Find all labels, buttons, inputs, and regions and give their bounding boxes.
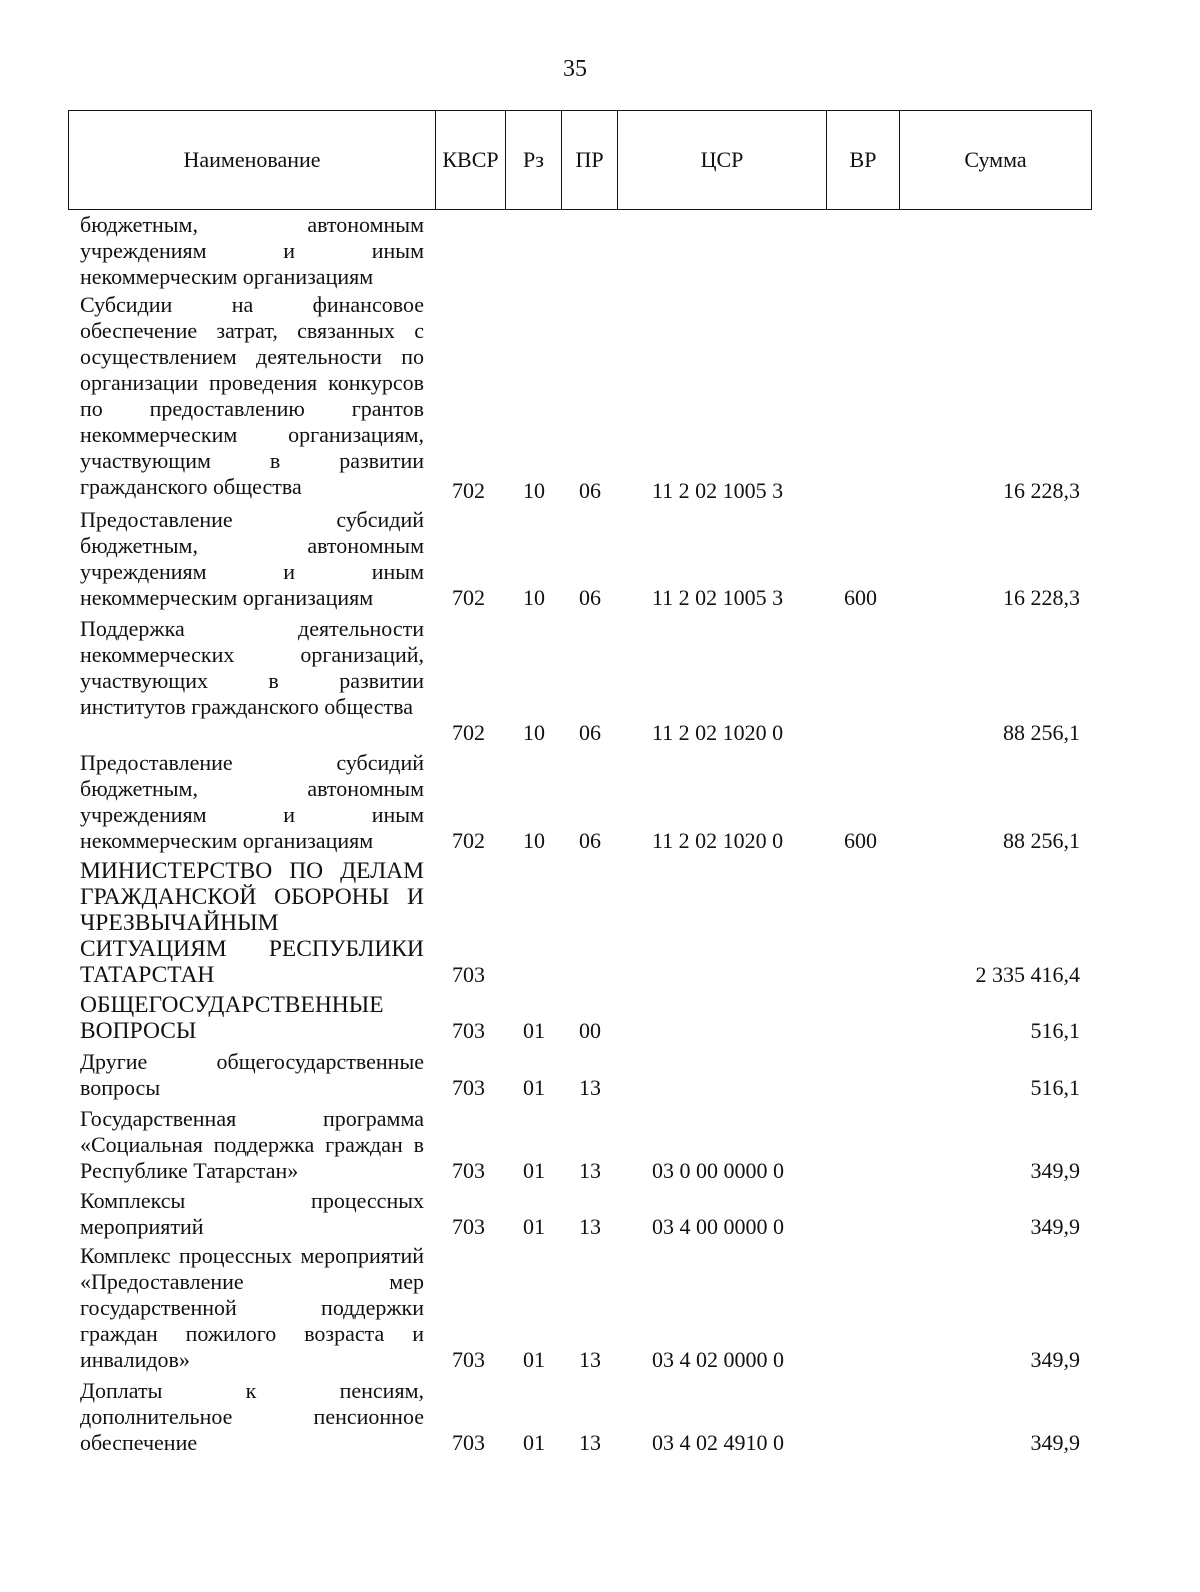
row-kvsr: 703	[452, 1214, 485, 1239]
row-name: Комплексы процессных мероприятий	[80, 1188, 424, 1239]
header-pr: ПР	[561, 111, 617, 209]
table-row	[0, 1049, 1200, 1101]
row-rz: 10	[523, 828, 545, 853]
row-name: Предоставление субсидий бюджетным, автономным учреждениям и иным некоммерческим организациям	[80, 507, 424, 610]
row-sum: 349,9	[1030, 1214, 1080, 1239]
row-csr: 11 2 02 1020 0	[652, 720, 784, 745]
row-csr: 03 0 00 0000 0	[652, 1158, 784, 1183]
row-pr: 13	[579, 1347, 601, 1372]
row-name: Субсидии на финансовое обеспечение затрат, связанных с осуществлением деятельности по организации проведения конкурсов по предоставлению грантов некоммерческим организациям, участвующим в развитии гражданского общества	[80, 292, 424, 499]
header-csr: ЦСР	[617, 111, 826, 209]
row-name: Комплекс процессных мероприятий «Предоставление мер государственной поддержки граждан пожилого возраста и инвалидов»	[80, 1243, 424, 1372]
row-name: Предоставление субсидий бюджетным, автономным учреждениям и иным некоммерческим организациям	[80, 750, 424, 853]
table-row	[0, 212, 1200, 290]
row-kvsr: 703	[452, 1347, 485, 1372]
page-number: 35	[563, 56, 587, 82]
header-sum: Сумма	[899, 111, 1091, 209]
row-csr: 03 4 02 4910 0	[652, 1430, 784, 1455]
row-kvsr: 702	[452, 585, 485, 610]
row-vr: 600	[844, 828, 877, 853]
row-rz: 10	[523, 585, 545, 610]
table-row	[0, 1106, 1200, 1184]
row-name: Поддержка деятельности некоммерческих организаций, участвующих в развитии институтов гражданского общества	[80, 616, 424, 719]
row-sum: 88 256,1	[1003, 720, 1080, 745]
row-kvsr: 702	[452, 828, 485, 853]
row-kvsr: 703	[452, 1430, 485, 1455]
table-row	[0, 1378, 1200, 1456]
table-header	[68, 110, 1092, 210]
table-row	[0, 292, 1200, 504]
row-name: Доплаты к пенсиям, дополнительное пенсионное обеспечение	[80, 1378, 424, 1455]
row-pr: 06	[579, 828, 601, 853]
table-row	[0, 1243, 1200, 1373]
row-rz: 01	[523, 1158, 545, 1183]
row-kvsr: 703	[452, 1018, 485, 1043]
row-sum: 516,1	[1030, 1018, 1080, 1043]
row-sum: 516,1	[1030, 1075, 1080, 1100]
row-kvsr: 703	[452, 1158, 485, 1183]
row-vr: 600	[844, 585, 877, 610]
row-name: Другие общегосударственные вопросы	[80, 1049, 424, 1100]
row-sum: 2 335 416,4	[975, 962, 1080, 987]
row-kvsr: 702	[452, 478, 485, 503]
header-name: Наименование	[183, 147, 321, 172]
row-rz: 10	[523, 478, 545, 503]
row-pr: 13	[579, 1158, 601, 1183]
row-sum: 349,9	[1030, 1158, 1080, 1183]
table-row	[0, 1188, 1200, 1240]
row-pr: 13	[579, 1075, 601, 1100]
row-sum: 349,9	[1030, 1347, 1080, 1372]
row-pr: 00	[579, 1018, 601, 1043]
table-row	[0, 750, 1200, 854]
row-csr: 11 2 02 1005 3	[652, 478, 784, 503]
row-csr: 11 2 02 1005 3	[652, 585, 784, 610]
row-sum: 88 256,1	[1003, 828, 1080, 853]
table-row	[0, 858, 1200, 988]
row-name: Государственная программа «Социальная поддержка граждан в Республике Татарстан»	[80, 1106, 424, 1183]
row-pr: 06	[579, 720, 601, 745]
row-csr: 11 2 02 1020 0	[652, 828, 784, 853]
row-sum: 349,9	[1030, 1430, 1080, 1455]
header-rz: Рз	[505, 111, 561, 209]
table-row	[0, 992, 1200, 1044]
row-rz: 01	[523, 1075, 545, 1100]
row-pr: 06	[579, 478, 601, 503]
table-row	[0, 507, 1200, 611]
row-rz: 01	[523, 1347, 545, 1372]
row-rz: 10	[523, 720, 545, 745]
row-kvsr: 703	[452, 1075, 485, 1100]
row-name: ОБЩЕГОСУДАРСТВЕННЫЕ ВОПРОСЫ	[80, 992, 384, 1044]
row-csr: 03 4 02 0000 0	[652, 1347, 784, 1372]
row-rz: 01	[523, 1430, 545, 1455]
row-kvsr: 703	[452, 962, 485, 987]
header-kvsr: КВСР	[435, 111, 505, 209]
row-rz: 01	[523, 1214, 545, 1239]
table-row	[0, 616, 1200, 746]
row-sum: 16 228,3	[1003, 478, 1080, 503]
row-name: бюджетным, автономным учреждениям и иным некоммерческим организациям	[80, 212, 424, 289]
row-csr: 03 4 00 0000 0	[652, 1214, 784, 1239]
row-pr: 06	[579, 585, 601, 610]
header-vr: ВР	[826, 111, 899, 209]
row-name: МИНИСТЕРСТВО ПО ДЕЛАМ ГРАЖДАНСКОЙ ОБОРОНЫ И ЧРЕЗВЫЧАЙНЫМ СИТУАЦИЯМ РЕСПУБЛИКИ ТАТАРСТАН	[80, 858, 424, 988]
row-pr: 13	[579, 1430, 601, 1455]
row-rz: 01	[523, 1018, 545, 1043]
row-sum: 16 228,3	[1003, 585, 1080, 610]
row-kvsr: 702	[452, 720, 485, 745]
row-pr: 13	[579, 1214, 601, 1239]
